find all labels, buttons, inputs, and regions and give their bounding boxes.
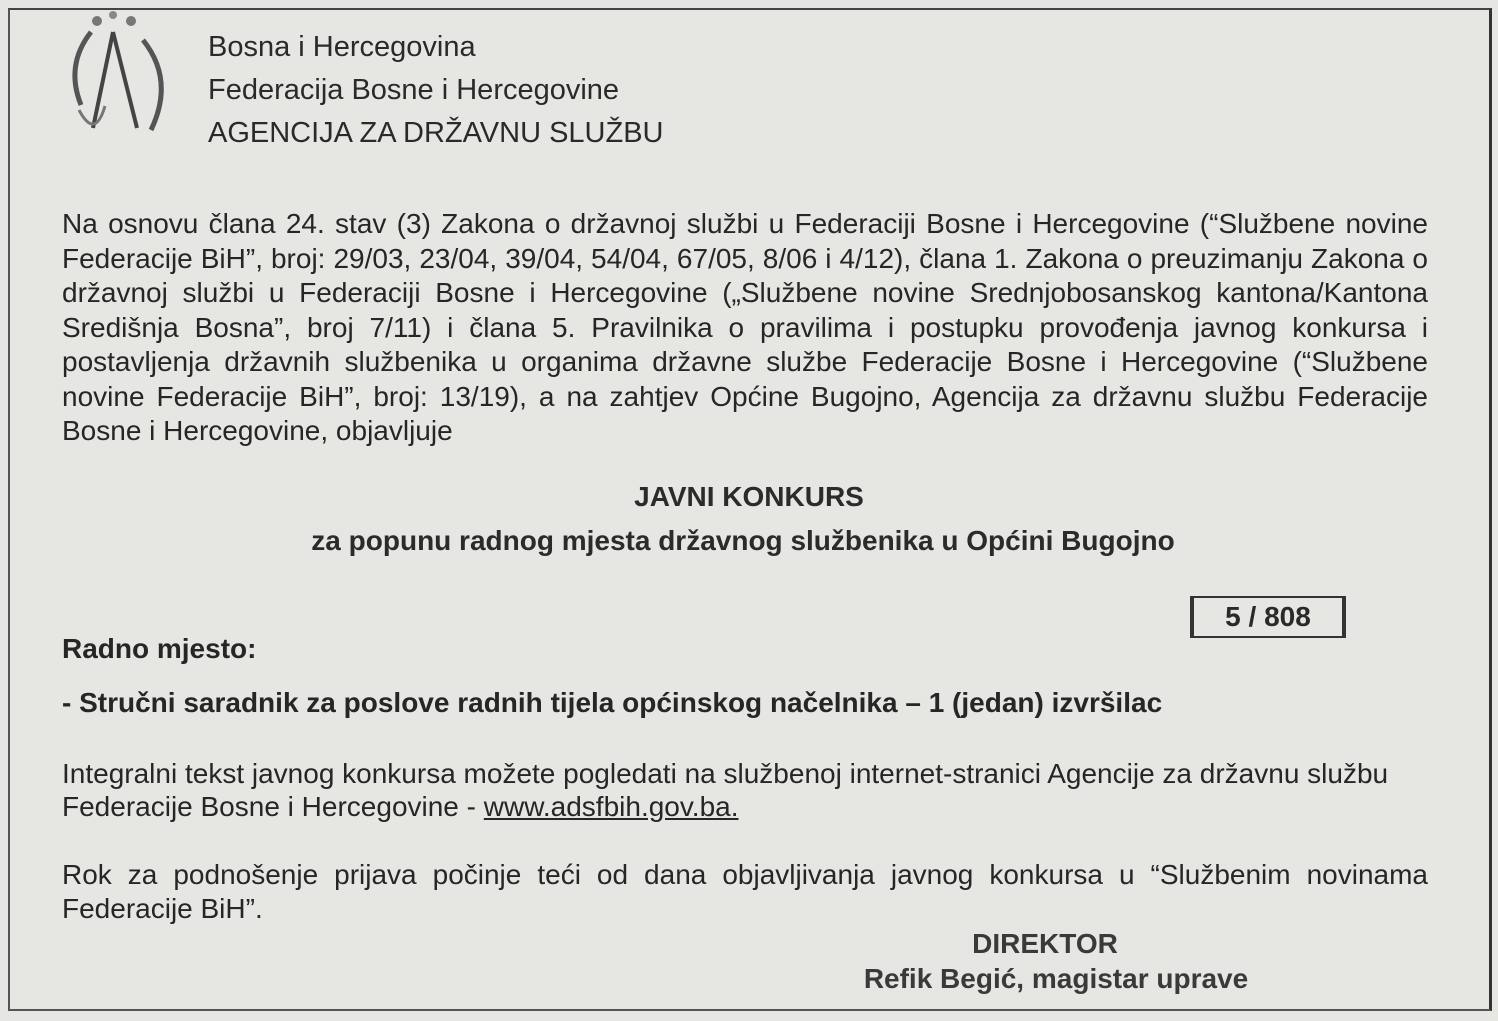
notice-title: JAVNI KONKURS <box>634 481 864 512</box>
signature-name: Refik Begić, magistar uprave <box>863 963 1249 994</box>
agency-logo-icon <box>55 10 185 160</box>
position-label: Radno mjesto: <box>62 633 257 664</box>
header-agency: AGENCIJA ZA DRŽAVNU SLUŽBU <box>208 117 664 149</box>
signature-role: DIREKTOR <box>972 928 1118 959</box>
position-description: - Stručni saradnik za poslove radnih tijela općinskog načelnika – 1 (jedan) izvršilac <box>62 687 1163 718</box>
reference-number-box: 5 / 808 <box>1190 596 1346 638</box>
intro-text: Na osnovu člana 24. stav (3) Zakona o državnoj službi u Federaciji Bosne i Hercegovine (“Službene novine Federacije BiH”, broj: 29/03, 23/04, 39/04, 54/04, 67/05, 8/06 i 4/12), člana 1. Zakona o preuzimanju Zakona o državnoj službi u Federaciji Bosne i Hercegovine („Službene novine Srednjobosanskog kantona/Kantona Središnja Bosna”, broj 7/11) i člana 5. Pravilnika o pravilima i postupku provođenja javnog konkursa i postavljenja državnih službenika u organima državne službe Federacije Bosne i Hercegovine (“Službene novine Federacije BiH”, broj: 13/19), a na zahtjev Općine Bugojno, Agencija za državnu službu Federacije Bosne i Hercegovine, objavljuje <box>62 208 1428 446</box>
integral-text-paragraph <box>62 757 1428 823</box>
header-country: Bosna i Hercegovina <box>208 31 476 63</box>
integral-text: Integralni tekst javnog konkursa možete pogledati na službenoj internet-stranici Agencije za državnu službu Federacije Bosne i Hercegovine - <box>62 758 1389 822</box>
agency-website-link[interactable]: www.adsfbih.gov.ba. <box>483 791 739 822</box>
header-entity: Federacija Bosne i Hercegovine <box>208 74 620 106</box>
deadline-paragraph: Rok za podnošenje prijava počinje teći od dana objavljivanja javnog konkursa u “Službenim novinama Federacije BiH”. <box>62 859 1428 924</box>
notice-subtitle: za popunu radnog mjesta državnog službenika u Općini Bugojno <box>311 525 1175 556</box>
agency-header <box>208 26 664 155</box>
intro-paragraph <box>62 207 1428 449</box>
